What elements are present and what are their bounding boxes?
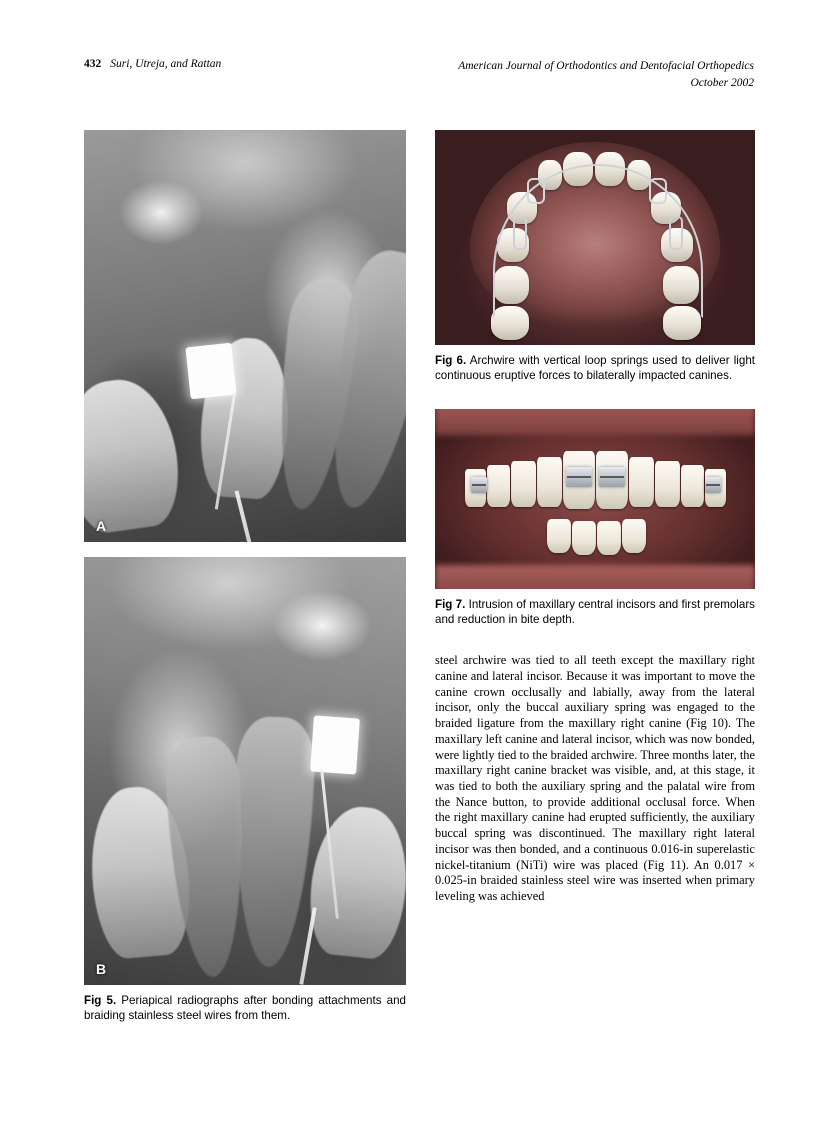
lower-lip bbox=[435, 565, 755, 589]
panel-letter-a: A bbox=[96, 518, 107, 534]
occlusal-photo bbox=[435, 130, 755, 345]
issue-date: October 2002 bbox=[690, 77, 754, 89]
ligature bbox=[669, 216, 683, 250]
tooth-shadow bbox=[304, 802, 406, 961]
figure-6-caption bbox=[435, 354, 755, 383]
journal-title: American Journal of Orthodontics and Dentofacial Orthopedics bbox=[458, 60, 754, 72]
braided-wire bbox=[299, 907, 316, 985]
figure-7 bbox=[435, 409, 755, 627]
upper-lip bbox=[435, 409, 755, 435]
vertical-loop-spring bbox=[527, 178, 545, 204]
body-paragraph: steel archwire was tied to all teeth except the maxillary right canine and lateral incisor. Because it was important to move the canine crown occlusally and labially, away from the lateral incisor, only the buccal auxiliary spring was engaged to the braided ligature from the maxillary right canine (Fig 10). The maxillary left canine and lateral incisor, which was now bonded, were lightly tied to the braided archwire. Three months later, the maxillary right canine bracket was visible, and, at this stage, it was tied to both the auxiliary spring and the palatal wire from the Nance button, to provide additional occlusal force. When the right maxillary canine had erupted sufficiently, the auxiliary buccal spring was discontinued. The maxillary right lateral incisor was then bonded, and a continuous 0.016-in superelastic nickel-titanium (NiTi) wire was placed (Fig 11). An 0.017 × 0.025-in braided stainless steel wire was inserted when primary leveling was achieved bbox=[435, 653, 755, 903]
frontal-intraoral-photo bbox=[435, 409, 755, 589]
tooth bbox=[681, 465, 704, 507]
vertical-loop-spring bbox=[649, 178, 667, 204]
tooth-shadow bbox=[84, 373, 186, 537]
figure-6-caption-text: Archwire with vertical loop springs used to deliver light continuous eruptive forces to bilaterally impacted canines. bbox=[435, 354, 755, 382]
bonded-attachment bbox=[310, 715, 360, 774]
figure-5b bbox=[84, 557, 406, 1023]
bracket bbox=[566, 467, 592, 487]
ligature bbox=[513, 216, 527, 250]
running-head bbox=[84, 58, 754, 104]
figure-7-caption bbox=[435, 598, 755, 627]
bracket bbox=[599, 467, 625, 487]
tooth bbox=[622, 519, 646, 553]
running-head-left bbox=[84, 58, 221, 70]
page-number: 432 bbox=[84, 58, 102, 70]
figure-5a bbox=[84, 130, 406, 542]
tooth bbox=[655, 461, 680, 507]
left-column bbox=[84, 130, 406, 1023]
running-head-right bbox=[458, 58, 754, 92]
figure-5-caption bbox=[84, 994, 406, 1023]
right-column bbox=[435, 130, 755, 905]
tooth bbox=[629, 457, 654, 507]
bracket bbox=[471, 477, 487, 493]
figure-7-caption-text: Intrusion of maxillary central incisors and first premolars and reduction in bite depth. bbox=[435, 598, 755, 626]
figure-6 bbox=[435, 130, 755, 383]
tooth bbox=[487, 465, 510, 507]
figure-6-caption-label: Fig 6. bbox=[435, 354, 467, 367]
tooth bbox=[511, 461, 536, 507]
panel-letter-b: B bbox=[96, 961, 107, 977]
figure-5-caption-label: Fig 5. bbox=[84, 994, 117, 1007]
figure-5-caption-text: Periapical radiographs after bonding attachments and braiding stainless steel wires from them. bbox=[84, 994, 406, 1022]
bonded-attachment bbox=[185, 343, 236, 400]
running-head-authors: Suri, Utreja, and Rattan bbox=[110, 58, 222, 70]
tooth bbox=[547, 519, 571, 553]
radiograph-panel-b bbox=[84, 557, 406, 985]
body-text bbox=[435, 653, 755, 904]
root-shadow bbox=[230, 716, 317, 969]
figure-7-caption-label: Fig 7. bbox=[435, 598, 466, 612]
tooth bbox=[572, 521, 596, 555]
tooth bbox=[597, 521, 621, 555]
tooth bbox=[537, 457, 562, 507]
bracket bbox=[705, 477, 721, 493]
radiograph-panel-a bbox=[84, 130, 406, 542]
